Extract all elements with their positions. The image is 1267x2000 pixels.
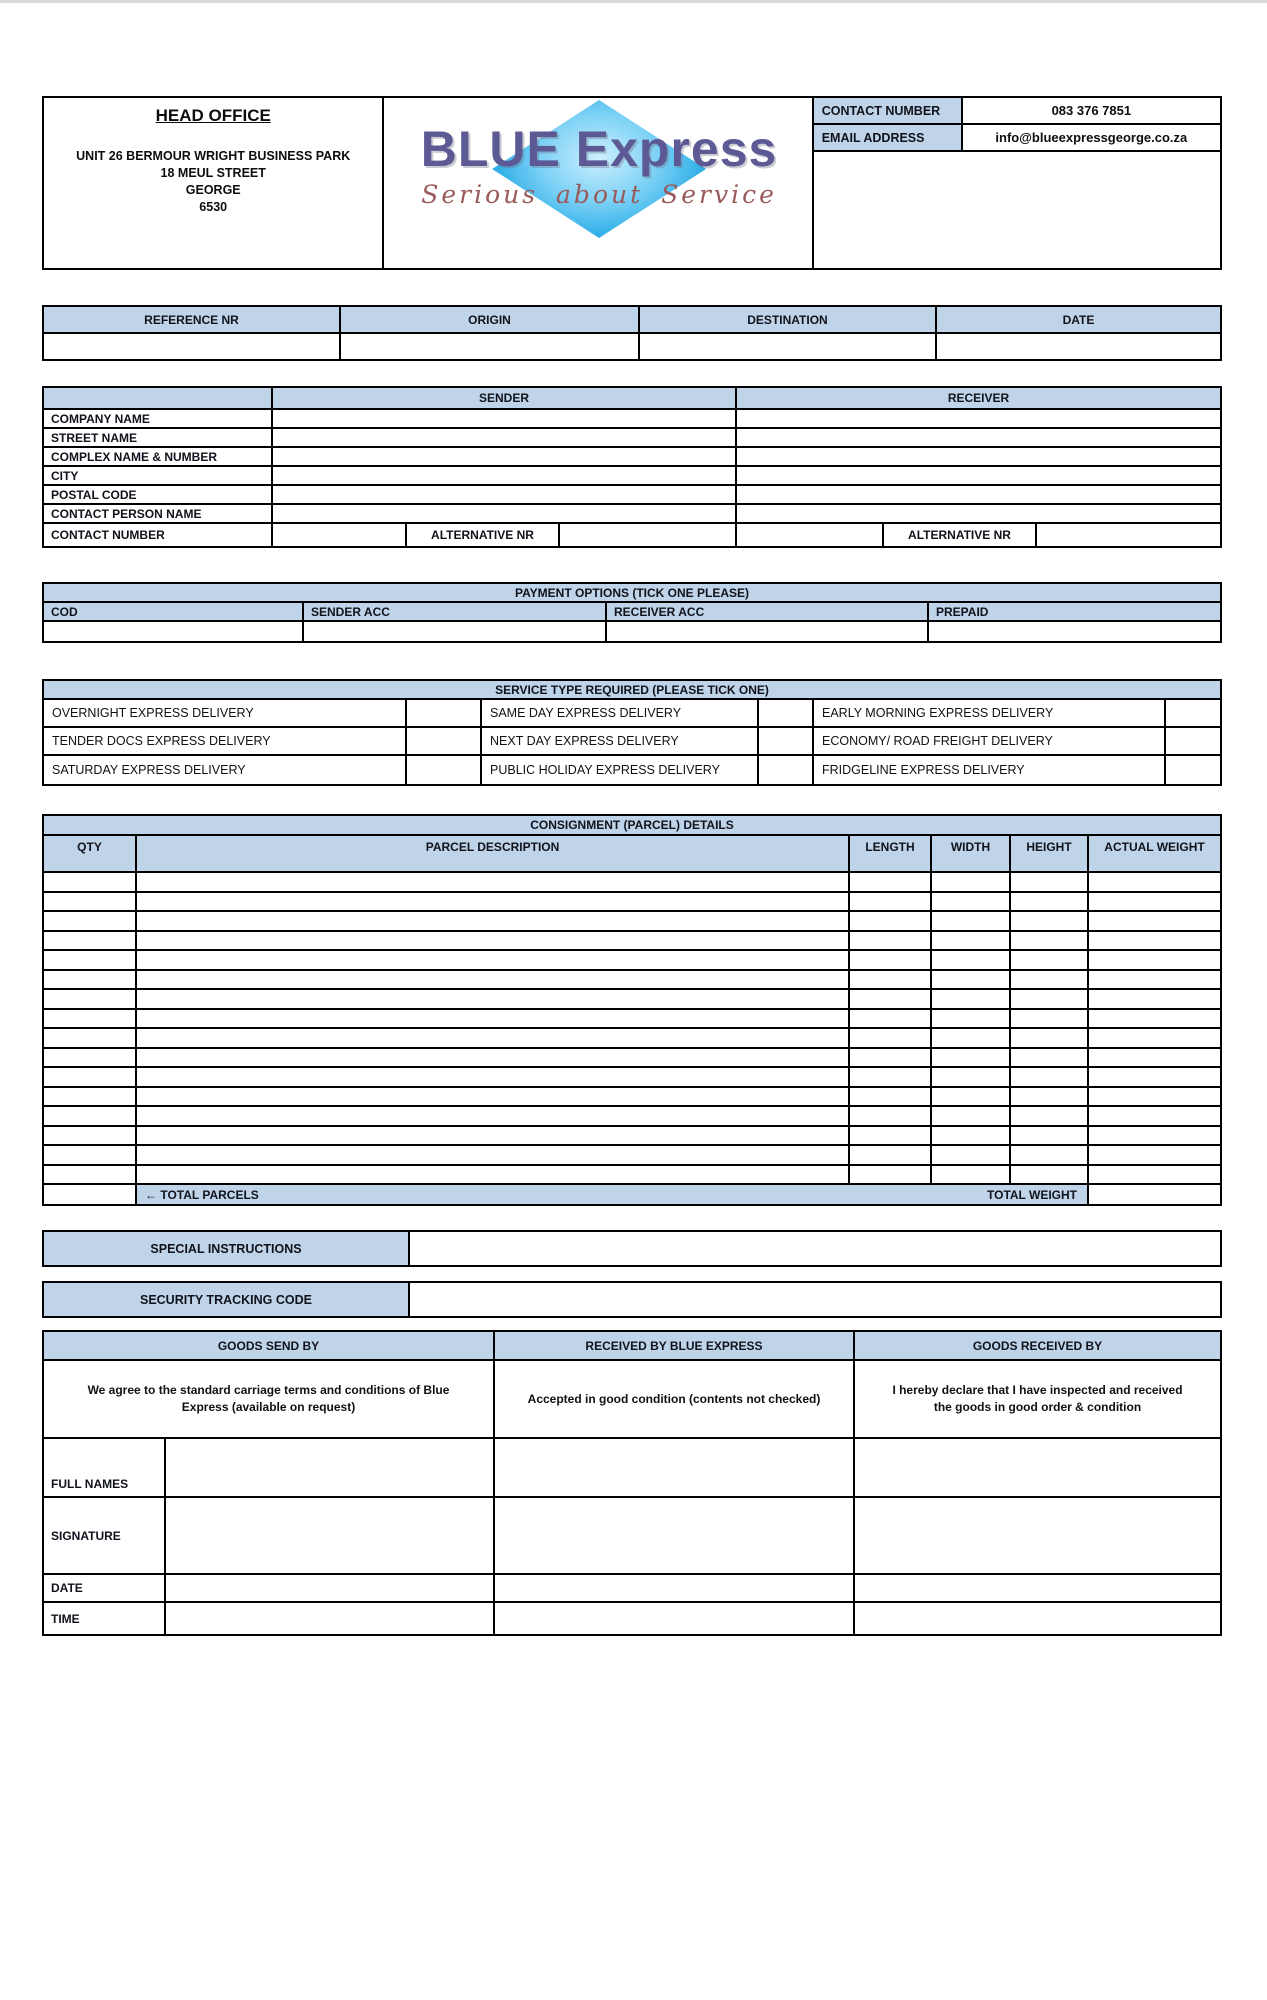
parcel-wid-cell[interactable] [932,951,1011,969]
parcel-desc-cell[interactable] [137,1107,850,1125]
public-holiday-express-label: PUBLIC HOLIDAY EXPRESS DELIVERY [482,756,759,784]
public-holiday-express-tick-cell[interactable] [759,756,814,784]
total-weight-label: TOTAL WEIGHT [987,1187,1077,1202]
parcel-hei-cell[interactable] [1011,1127,1089,1145]
sender-alternative-nr-cell[interactable] [560,524,737,546]
special-instructions-input-cell[interactable] [410,1232,1220,1265]
parcel-wt-cell[interactable] [1089,971,1220,989]
parcel-hei-cell[interactable] [1011,971,1089,989]
parcel-qty-cell[interactable] [44,1107,137,1125]
prepaid-label: PREPAID [929,603,1220,620]
parcel-qty-cell[interactable] [44,1127,137,1145]
receiver-alternative-nr-cell[interactable] [1037,524,1220,546]
parcel-wt-cell[interactable] [1089,1029,1220,1047]
parcel-row [44,893,1220,913]
parcel-wid-cell[interactable] [932,1127,1011,1145]
parcel-hei-cell[interactable] [1011,1166,1089,1184]
parcel-desc-cell[interactable] [137,1166,850,1184]
parcel-desc-cell[interactable] [137,990,850,1008]
parcel-wt-cell[interactable] [1089,912,1220,930]
parcel-desc-cell[interactable] [137,1010,850,1028]
parcel-len-cell[interactable] [850,873,932,891]
parcel-desc-cell[interactable] [137,971,850,989]
parcel-wt-cell[interactable] [1089,1146,1220,1164]
parcel-wt-cell[interactable] [1089,1127,1220,1145]
special-instructions-label: SPECIAL INSTRUCTIONS [44,1232,410,1265]
received-by-blue-express-header: RECEIVED BY BLUE EXPRESS [495,1332,855,1359]
early-morning-express-label: EARLY MORNING EXPRESS DELIVERY [814,700,1166,726]
receiver-signature-cell[interactable] [855,1498,1220,1573]
parcel-hei-cell[interactable] [1011,951,1089,969]
parcel-len-cell[interactable] [850,971,932,989]
next-day-express-label: NEXT DAY EXPRESS DELIVERY [482,728,759,754]
parcel-wt-cell[interactable] [1089,1107,1220,1125]
parcel-row [44,1049,1220,1069]
parcel-wt-cell[interactable] [1089,1166,1220,1184]
security-tracking-label: SECURITY TRACKING CODE [44,1283,410,1316]
parcel-description-column-header: PARCEL DESCRIPTION [137,836,850,871]
sender-acc-tick-cell[interactable] [304,622,607,641]
complex-name-label: COMPLEX NAME & NUMBER [44,448,273,465]
courier-full-names-cell[interactable] [495,1439,855,1496]
parcel-row [44,873,1220,893]
time-label: TIME [44,1603,166,1634]
courier-terms-statement: Accepted in good condition (contents not checked) [527,1391,821,1406]
parcel-wid-cell[interactable] [932,990,1011,1008]
sender-contact-person-cell[interactable] [273,505,737,522]
parcel-row [44,1010,1220,1030]
parcel-qty-cell[interactable] [44,990,137,1008]
city-label: CITY [44,467,273,484]
parcel-wt-cell[interactable] [1089,932,1220,950]
parcel-hei-cell[interactable] [1011,1146,1089,1164]
width-column-header: WIDTH [932,836,1011,871]
parcel-len-cell[interactable] [850,1166,932,1184]
parcel-hei-cell[interactable] [1011,1107,1089,1125]
parcel-wt-cell[interactable] [1089,1010,1220,1028]
reference-nr-header: REFERENCE NR [44,307,341,332]
parcel-len-cell[interactable] [850,912,932,930]
parcel-qty-cell[interactable] [44,912,137,930]
economy-road-freight-tick-cell[interactable] [1166,728,1220,754]
sender-date-cell[interactable] [166,1575,493,1601]
sender-city-cell[interactable] [273,467,737,484]
qty-column-header: QTY [44,836,137,871]
sender-contact-number-cell[interactable] [273,524,407,546]
height-column-header: HEIGHT [1011,836,1089,871]
parcel-len-cell[interactable] [850,1010,932,1028]
special-instructions-box [42,1230,1222,1267]
parcel-row [44,1146,1220,1166]
parcel-len-cell[interactable] [850,951,932,969]
parcel-qty-cell[interactable] [44,1029,137,1047]
sender-company-name-cell[interactable] [273,410,737,427]
destination-header: DESTINATION [640,307,937,332]
receiver-contact-number-cell[interactable] [737,524,884,546]
parcel-wid-cell[interactable] [932,873,1011,891]
parcel-desc-cell[interactable] [137,1146,850,1164]
cod-tick-cell[interactable] [44,622,304,641]
receiver-street-name-cell[interactable] [737,429,1220,446]
parcel-desc-cell[interactable] [137,893,850,911]
parcel-hei-cell[interactable] [1011,1049,1089,1067]
sender-header: SENDER [273,388,737,408]
sender-street-name-cell[interactable] [273,429,737,446]
parcel-wid-cell[interactable] [932,893,1011,911]
parcel-qty-cell[interactable] [44,951,137,969]
parcel-len-cell[interactable] [850,893,932,911]
parcel-wid-cell[interactable] [932,1088,1011,1106]
goods-send-by-header: GOODS SEND BY [44,1332,495,1359]
head-office-title: HEAD OFFICE [155,106,271,125]
date-input-cell[interactable] [937,334,1220,359]
signoff-table [42,1330,1222,1636]
payment-options-table [42,582,1222,643]
courier-date-cell[interactable] [495,1575,855,1601]
parcel-qty-cell[interactable] [44,932,137,950]
email-address-value: info@blueexpressgeorge.co.za [995,130,1188,145]
parcel-wt-cell[interactable] [1089,1049,1220,1067]
parcel-qty-cell[interactable] [44,1049,137,1067]
parcel-row [44,1068,1220,1088]
parcel-desc-cell[interactable] [137,951,850,969]
prepaid-tick-cell[interactable] [929,622,1220,641]
destination-input-cell[interactable] [640,334,937,359]
security-tracking-input-cell[interactable] [410,1283,1220,1316]
parcel-hei-cell[interactable] [1011,1029,1089,1047]
receiver-company-name-cell[interactable] [737,410,1220,427]
consignment-title: CONSIGNMENT (PARCEL) DETAILS [44,816,1220,834]
parcel-qty-cell[interactable] [44,893,137,911]
payment-options-title: PAYMENT OPTIONS (TICK ONE PLEASE) [44,584,1220,601]
street-name-label: STREET NAME [44,429,273,446]
receiver-full-names-cell[interactable] [855,1439,1220,1496]
parcel-qty-cell[interactable] [44,1010,137,1028]
parcel-hei-cell[interactable] [1011,1088,1089,1106]
parcel-row [44,1107,1220,1127]
service-type-table [42,679,1222,786]
length-column-header: LENGTH [850,836,932,871]
service-type-title: SERVICE TYPE REQUIRED (PLEASE TICK ONE) [44,681,1220,698]
total-weight-input-cell[interactable] [1089,1185,1220,1204]
reference-table [42,305,1222,361]
parcel-len-cell[interactable] [850,1029,932,1047]
parcel-row [44,1166,1220,1186]
receiver-complex-name-cell[interactable] [737,448,1220,465]
same-day-express-tick-cell[interactable] [759,700,814,726]
saturday-express-label: SATURDAY EXPRESS DELIVERY [44,756,407,784]
contact-number-row-label: CONTACT NUMBER [44,524,273,546]
security-tracking-box [42,1281,1222,1318]
parcel-qty-cell[interactable] [44,873,137,891]
fridgeline-express-label: FRIDGELINE EXPRESS DELIVERY [814,756,1166,784]
overnight-express-tick-cell[interactable] [407,700,482,726]
reference-nr-input-cell[interactable] [44,334,341,359]
contact-number-value: 083 376 7851 [1051,103,1132,118]
courier-time-cell[interactable] [495,1603,855,1634]
page-top-strip [0,0,1267,3]
receiver-alternative-nr-label: ALTERNATIVE NR [884,524,1037,546]
parcel-hei-cell[interactable] [1011,1010,1089,1028]
contact-details-block [812,98,1220,268]
parcel-desc-cell[interactable] [137,1088,850,1106]
address-line: UNIT 26 BERMOUR WRIGHT BUSINESS PARK [76,149,351,163]
parcel-row [44,1127,1220,1147]
parcel-len-cell[interactable] [850,1049,932,1067]
parcel-wt-cell[interactable] [1089,990,1220,1008]
parcel-wid-cell[interactable] [932,1146,1011,1164]
parcel-row [44,951,1220,971]
total-parcels-input-cell[interactable] [44,1185,137,1204]
sender-signature-cell[interactable] [166,1498,493,1573]
parcel-desc-cell[interactable] [137,1068,850,1086]
parcel-wid-cell[interactable] [932,1166,1011,1184]
saturday-express-tick-cell[interactable] [407,756,482,784]
origin-header: ORIGIN [341,307,640,332]
parcel-wid-cell[interactable] [932,1107,1011,1125]
date-header: DATE [937,307,1220,332]
fridgeline-express-tick-cell[interactable] [1166,756,1220,784]
sender-terms-statement: We agree to the standard carriage terms and conditions of Blue Express (available on request) [87,1383,450,1414]
courier-signature-cell[interactable] [495,1498,855,1573]
parcel-wt-cell[interactable] [1089,893,1220,911]
parcel-row [44,1088,1220,1108]
postal-code-label: POSTAL CODE [44,486,273,503]
parcel-qty-cell[interactable] [44,1088,137,1106]
parcel-wid-cell[interactable] [932,1049,1011,1067]
receiver-time-cell[interactable] [855,1603,1220,1634]
parcel-qty-cell[interactable] [44,971,137,989]
goods-received-by-header: GOODS RECEIVED BY [855,1332,1220,1359]
company-logo [384,98,813,268]
company-name-label: COMPANY NAME [44,410,273,427]
parcel-len-cell[interactable] [850,932,932,950]
economy-road-freight-label: ECONOMY/ ROAD FREIGHT DELIVERY [814,728,1166,754]
actual-weight-column-header: ACTUAL WEIGHT [1089,836,1220,871]
parcel-hei-cell[interactable] [1011,912,1089,930]
parcel-wid-cell[interactable] [932,912,1011,930]
tender-docs-express-label: TENDER DOCS EXPRESS DELIVERY [44,728,407,754]
contact-number-label: CONTACT NUMBER [814,98,963,123]
address-line: 6530 [199,200,228,214]
parcel-desc-cell[interactable] [137,1127,850,1145]
same-day-express-label: SAME DAY EXPRESS DELIVERY [482,700,759,726]
date-label: DATE [44,1575,166,1601]
parcel-desc-cell[interactable] [137,932,850,950]
sender-time-cell[interactable] [166,1603,493,1634]
receiver-acc-tick-cell[interactable] [607,622,929,641]
contact-person-label: CONTACT PERSON NAME [44,505,273,522]
parcel-wt-cell[interactable] [1089,1068,1220,1086]
parcel-len-cell[interactable] [850,1146,932,1164]
parcel-row [44,971,1220,991]
parcel-hei-cell[interactable] [1011,932,1089,950]
consignment-empty-rows [44,873,1220,1185]
receiver-city-cell[interactable] [737,467,1220,484]
total-parcels-label: ← TOTAL PARCELS [145,1187,259,1202]
receiver-header: RECEIVER [737,388,1220,408]
receiver-acc-label: RECEIVER ACC [607,603,929,620]
cod-label: COD [44,603,304,620]
origin-input-cell[interactable] [341,334,640,359]
receiver-date-cell[interactable] [855,1575,1220,1601]
parcel-wid-cell[interactable] [932,1068,1011,1086]
parcel-len-cell[interactable] [850,990,932,1008]
parcel-wt-cell[interactable] [1089,1088,1220,1106]
address-line: GEORGE [185,183,241,197]
parcel-len-cell[interactable] [850,1068,932,1086]
parcel-len-cell[interactable] [850,1127,932,1145]
sender-alternative-nr-label: ALTERNATIVE NR [407,524,560,546]
parcel-len-cell[interactable] [850,1107,932,1125]
parcel-desc-cell[interactable] [137,873,850,891]
next-day-express-tick-cell[interactable] [759,728,814,754]
receiver-contact-person-cell[interactable] [737,505,1220,522]
consignment-table [42,814,1222,1206]
brand-tagline: Serious about Service [421,180,777,209]
parcel-hei-cell[interactable] [1011,873,1089,891]
sender-complex-name-cell[interactable] [273,448,737,465]
parcel-hei-cell[interactable] [1011,893,1089,911]
parcel-wid-cell[interactable] [932,1029,1011,1047]
parcel-desc-cell[interactable] [137,912,850,930]
parcel-desc-cell[interactable] [137,1049,850,1067]
receiver-terms-statement: I hereby declare that I have inspected and received the goods in good order & condition [892,1383,1183,1414]
early-morning-express-tick-cell[interactable] [1166,700,1220,726]
parties-corner-cell [44,388,273,408]
sender-receiver-table [42,386,1222,548]
brand-name: BLUE Express [420,121,778,177]
sender-full-names-cell[interactable] [166,1439,493,1496]
parcel-row [44,1029,1220,1049]
email-address-label: EMAIL ADDRESS [814,125,963,150]
overnight-express-label: OVERNIGHT EXPRESS DELIVERY [44,700,407,726]
parcel-wid-cell[interactable] [932,932,1011,950]
tender-docs-express-tick-cell[interactable] [407,728,482,754]
parcel-row [44,990,1220,1010]
parcel-qty-cell[interactable] [44,1146,137,1164]
parcel-qty-cell[interactable] [44,1068,137,1086]
parcel-qty-cell[interactable] [44,1166,137,1184]
parcel-wt-cell[interactable] [1089,951,1220,969]
full-names-label: FULL NAMES [44,1439,166,1496]
parcel-wid-cell[interactable] [932,1010,1011,1028]
parcel-wt-cell[interactable] [1089,873,1220,891]
address-line: 18 MEUL STREET [160,166,266,180]
receiver-postal-code-cell[interactable] [737,486,1220,503]
parcel-hei-cell[interactable] [1011,990,1089,1008]
sender-postal-code-cell[interactable] [273,486,737,503]
parcel-hei-cell[interactable] [1011,1068,1089,1086]
parcel-row [44,912,1220,932]
parcel-len-cell[interactable] [850,1088,932,1106]
sender-acc-label: SENDER ACC [304,603,607,620]
parcel-row [44,932,1220,952]
parcel-wid-cell[interactable] [932,971,1011,989]
totals-band [137,1185,1089,1204]
parcel-desc-cell[interactable] [137,1029,850,1047]
header-block [42,96,1222,270]
signature-label: SIGNATURE [44,1498,166,1573]
head-office-address [44,98,384,268]
